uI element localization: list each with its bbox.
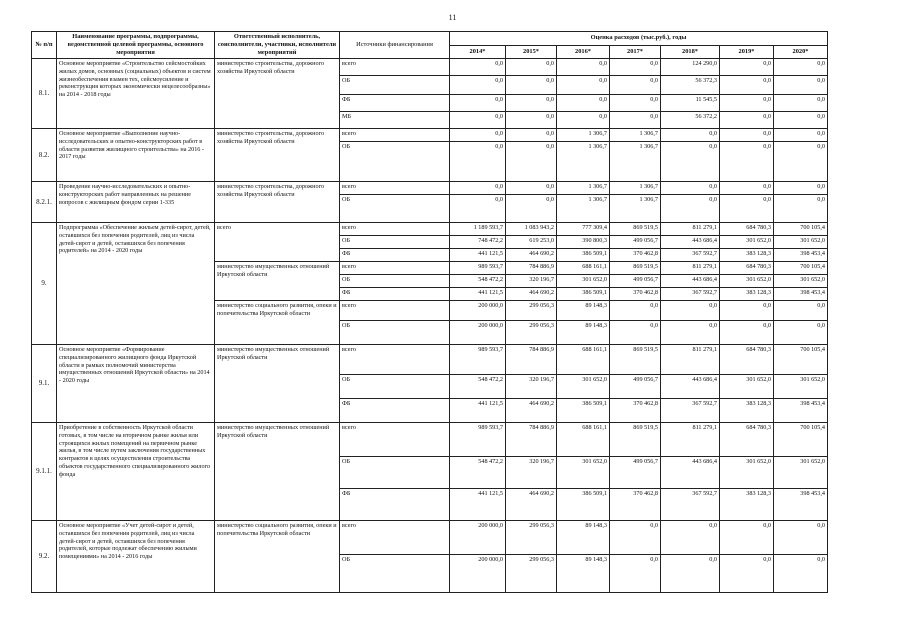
year-header: 2016* — [557, 45, 610, 59]
amount-cell: 869 519,5 — [610, 262, 661, 275]
amount-cell: 811 279,1 — [661, 345, 720, 375]
funding-source: всего — [340, 59, 450, 76]
funding-source: ОБ — [340, 195, 450, 223]
amount-cell: 0,0 — [450, 142, 506, 182]
amount-cell: 320 196,7 — [506, 375, 557, 399]
amount-cell: 301 652,0 — [557, 457, 610, 489]
funding-source: ОБ — [340, 321, 450, 345]
amount-cell: 0,0 — [774, 129, 828, 142]
amount-cell: 0,0 — [610, 301, 661, 321]
responsible-executor: министерство строительства, дорожного хозяйства Иркутской области — [215, 182, 340, 223]
amount-cell: 811 279,1 — [661, 262, 720, 275]
measure-name: Подпрограмма «Обеспечение жильем детей-сирот, детей, оставшихся без попечения родителей, лиц из числа детей-сирот и детей, оставшихся без попечения родителей» на 2014 - 2020 годы — [57, 223, 215, 345]
funding-source: всего — [340, 345, 450, 375]
amount-cell: 0,0 — [720, 321, 774, 345]
amount-cell: 301 652,0 — [557, 375, 610, 399]
amount-cell: 367 592,7 — [661, 489, 720, 521]
amount-cell: 989 593,7 — [450, 262, 506, 275]
amount-cell: 1 083 943,2 — [506, 223, 557, 236]
amount-cell: 0,0 — [450, 129, 506, 142]
funding-source: ФБ — [340, 288, 450, 301]
amount-cell: 0,0 — [557, 112, 610, 129]
funding-source: ОБ — [340, 375, 450, 399]
amount-cell: 0,0 — [506, 195, 557, 223]
amount-cell: 784 886,9 — [506, 423, 557, 457]
amount-cell: 499 056,7 — [610, 457, 661, 489]
funding-source: ОБ — [340, 457, 450, 489]
amount-cell: 464 690,2 — [506, 399, 557, 423]
amount-cell: 0,0 — [720, 76, 774, 95]
amount-cell: 0,0 — [610, 76, 661, 95]
measure-name: Проведение научно-исследовательских и опытно-конструкторских работ направленных на решение вопросов с жилищным фондом серии 1-335 — [57, 182, 215, 223]
amount-cell: 0,0 — [610, 321, 661, 345]
amount-cell: 200 000,0 — [450, 321, 506, 345]
amount-cell: 0,0 — [720, 95, 774, 112]
amount-cell: 0,0 — [720, 142, 774, 182]
amount-cell: 299 056,3 — [506, 555, 557, 593]
amount-cell: 0,0 — [661, 129, 720, 142]
amount-cell: 0,0 — [450, 59, 506, 76]
amount-cell: 0,0 — [774, 301, 828, 321]
amount-cell: 1 306,7 — [610, 195, 661, 223]
amount-cell: 684 780,3 — [720, 345, 774, 375]
funding-source: ОБ — [340, 76, 450, 95]
amount-cell: 0,0 — [661, 521, 720, 555]
amount-cell: 464 690,2 — [506, 288, 557, 301]
amount-cell: 1 306,7 — [557, 142, 610, 182]
amount-cell: 383 128,3 — [720, 399, 774, 423]
funding-source: всего — [340, 301, 450, 321]
amount-cell: 11 545,5 — [661, 95, 720, 112]
amount-cell: 0,0 — [720, 129, 774, 142]
amount-cell: 367 592,7 — [661, 288, 720, 301]
row-number: 8.2. — [32, 129, 57, 182]
funding-source: МБ — [340, 112, 450, 129]
measure-name: Основное мероприятие «Учет детей-сирот и детей, оставшихся без попечения родителей, лиц из числа детей-сирот и детей, оставшихся без попечения родителей, которые подлежат обеспечению жилыми помещениями» на 2014 - 2016 годы — [57, 521, 215, 593]
measure-name: Основное мероприятие «Строительство сейсмостойких жилых домов, основных (социальных) объектов и систем жизнеобеспечения взамен тех, сейсмоусиление и реконструкция которых экономически нецелесообразны» на 2014 - 2018 годы — [57, 59, 215, 129]
amount-cell: 301 652,0 — [774, 457, 828, 489]
amount-cell: 0,0 — [774, 182, 828, 195]
amount-cell: 0,0 — [661, 142, 720, 182]
funding-source: всего — [340, 423, 450, 457]
amount-cell: 0,0 — [450, 95, 506, 112]
amount-cell: 548 472,2 — [450, 457, 506, 489]
amount-cell: 0,0 — [774, 76, 828, 95]
amount-cell: 0,0 — [720, 59, 774, 76]
amount-cell: 700 105,4 — [774, 223, 828, 236]
amount-cell: 0,0 — [720, 521, 774, 555]
amount-cell: 320 196,7 — [506, 275, 557, 288]
funding-source: ОБ — [340, 275, 450, 288]
amount-cell: 688 161,1 — [557, 262, 610, 275]
year-header: 2015* — [506, 45, 557, 59]
amount-cell: 499 056,7 — [610, 236, 661, 249]
amount-cell: 441 121,5 — [450, 288, 506, 301]
amount-cell: 301 652,0 — [720, 457, 774, 489]
amount-cell: 1 306,7 — [610, 129, 661, 142]
amount-cell: 301 652,0 — [720, 236, 774, 249]
amount-cell: 684 780,3 — [720, 423, 774, 457]
amount-cell: 56 372,3 — [661, 76, 720, 95]
amount-cell: 0,0 — [720, 301, 774, 321]
amount-cell: 869 519,5 — [610, 345, 661, 375]
amount-cell: 784 886,9 — [506, 262, 557, 275]
amount-cell: 0,0 — [557, 59, 610, 76]
amount-cell: 0,0 — [506, 142, 557, 182]
measure-name: Основное мероприятие «Выполнение научно-исследовательских и опытно-конструкторских работ в области развития жилищного строительства» на 2016 - 2017 годы — [57, 129, 215, 182]
amount-cell: 370 462,8 — [610, 249, 661, 262]
amount-cell: 443 686,4 — [661, 275, 720, 288]
amount-cell: 89 148,3 — [557, 521, 610, 555]
amount-cell: 688 161,1 — [557, 345, 610, 375]
amount-cell: 370 462,8 — [610, 489, 661, 521]
amount-cell: 386 509,1 — [557, 489, 610, 521]
amount-cell: 367 592,7 — [661, 249, 720, 262]
amount-cell: 301 652,0 — [774, 275, 828, 288]
col-num-header: № п/п — [32, 32, 57, 59]
amount-cell: 200 000,0 — [450, 555, 506, 593]
table-row — [32, 521, 828, 555]
amount-cell: 301 652,0 — [557, 275, 610, 288]
funding-source: ОБ — [340, 142, 450, 182]
amount-cell: 200 000,0 — [450, 521, 506, 555]
amount-cell: 684 780,3 — [720, 262, 774, 275]
responsible-executor: министерство строительства, дорожного хозяйства Иркутской области — [215, 129, 340, 182]
amount-cell: 0,0 — [661, 301, 720, 321]
measure-name: Основное мероприятие «Формирование специализированного жилищного фонда Иркутской области в рамках полномочий министерства имущественных отношений Иркутской области» на 2014 - 2020 годы — [57, 345, 215, 423]
responsible-executor: министерство социального развития, опеки и попечительства Иркутской области — [215, 301, 340, 345]
funding-source: всего — [340, 521, 450, 555]
amount-cell: 0,0 — [557, 95, 610, 112]
amount-cell: 989 593,7 — [450, 423, 506, 457]
amount-cell: 441 121,5 — [450, 399, 506, 423]
amount-cell: 370 462,8 — [610, 399, 661, 423]
amount-cell: 1 306,7 — [557, 182, 610, 195]
amount-cell: 443 686,4 — [661, 236, 720, 249]
amount-cell: 1 306,7 — [610, 142, 661, 182]
funding-source: ФБ — [340, 399, 450, 423]
amount-cell: 0,0 — [610, 112, 661, 129]
table-row — [32, 345, 828, 375]
amount-cell: 386 509,1 — [557, 249, 610, 262]
amount-cell: 200 000,0 — [450, 301, 506, 321]
amount-cell: 0,0 — [450, 76, 506, 95]
amount-cell: 443 686,4 — [661, 457, 720, 489]
row-number: 8.1. — [32, 59, 57, 129]
row-number: 9.1.1. — [32, 423, 57, 521]
amount-cell: 499 056,7 — [610, 275, 661, 288]
amount-cell: 0,0 — [661, 321, 720, 345]
amount-cell: 619 253,0 — [506, 236, 557, 249]
funding-source: ФБ — [340, 249, 450, 262]
amount-cell: 464 690,2 — [506, 489, 557, 521]
amount-cell: 0,0 — [661, 182, 720, 195]
funding-source: ОБ — [340, 555, 450, 593]
amount-cell: 301 652,0 — [720, 375, 774, 399]
amount-cell: 0,0 — [506, 182, 557, 195]
amount-cell: 89 148,3 — [557, 555, 610, 593]
amount-cell: 0,0 — [506, 95, 557, 112]
amount-cell: 386 509,1 — [557, 288, 610, 301]
year-header: 2017* — [610, 45, 661, 59]
row-number: 9. — [32, 223, 57, 345]
table-row — [32, 223, 828, 236]
amount-cell: 684 780,3 — [720, 223, 774, 236]
amount-cell: 320 196,7 — [506, 457, 557, 489]
amount-cell: 0,0 — [661, 195, 720, 223]
amount-cell: 499 056,7 — [610, 375, 661, 399]
amount-cell: 301 652,0 — [720, 275, 774, 288]
table-row — [32, 423, 828, 457]
responsible-executor: министерство имущественных отношений Иркутской области — [215, 262, 340, 301]
amount-cell: 301 652,0 — [774, 375, 828, 399]
funding-source: всего — [340, 129, 450, 142]
amount-cell: 0,0 — [506, 112, 557, 129]
amount-cell: 441 121,5 — [450, 249, 506, 262]
col-estimate-header: Оценка расходов (тыс.руб.), годы — [450, 32, 828, 46]
amount-cell: 89 148,3 — [557, 301, 610, 321]
amount-cell: 688 161,1 — [557, 423, 610, 457]
amount-cell: 383 128,3 — [720, 288, 774, 301]
amount-cell: 124 290,0 — [661, 59, 720, 76]
amount-cell: 748 472,2 — [450, 236, 506, 249]
table-row — [32, 182, 828, 195]
page-number: 11 — [448, 13, 457, 22]
amount-cell: 386 509,1 — [557, 399, 610, 423]
amount-cell: 0,0 — [610, 521, 661, 555]
amount-cell: 299 056,3 — [506, 321, 557, 345]
funding-source: всего — [340, 182, 450, 195]
amount-cell: 0,0 — [774, 555, 828, 593]
amount-cell: 0,0 — [506, 129, 557, 142]
amount-cell: 784 886,9 — [506, 345, 557, 375]
expenditure-table — [31, 31, 828, 593]
amount-cell: 1 189 593,7 — [450, 223, 506, 236]
table-row — [32, 59, 828, 76]
amount-cell: 398 453,4 — [774, 489, 828, 521]
amount-cell: 390 800,3 — [557, 236, 610, 249]
col-name-header: Наименование программы, подпрограммы, ведомственной целевой программы, основного мероприятия — [57, 32, 215, 59]
amount-cell: 398 453,4 — [774, 399, 828, 423]
amount-cell: 0,0 — [506, 59, 557, 76]
amount-cell: 0,0 — [774, 59, 828, 76]
funding-source: ОБ — [340, 236, 450, 249]
amount-cell: 1 306,7 — [557, 129, 610, 142]
responsible-executor: министерство социального развития, опеки и попечительства Иркутской области — [215, 521, 340, 593]
funding-source: ФБ — [340, 489, 450, 521]
amount-cell: 0,0 — [506, 76, 557, 95]
amount-cell: 299 056,3 — [506, 301, 557, 321]
amount-cell: 0,0 — [610, 59, 661, 76]
amount-cell: 383 128,3 — [720, 489, 774, 521]
amount-cell: 777 309,4 — [557, 223, 610, 236]
table-body — [32, 59, 828, 593]
funding-source: всего — [340, 262, 450, 275]
amount-cell: 1 306,7 — [610, 182, 661, 195]
amount-cell: 398 453,4 — [774, 288, 828, 301]
year-header: 2019* — [720, 45, 774, 59]
amount-cell: 0,0 — [450, 112, 506, 129]
table-row — [32, 129, 828, 142]
amount-cell: 0,0 — [720, 112, 774, 129]
amount-cell: 811 279,1 — [661, 423, 720, 457]
amount-cell: 299 056,3 — [506, 521, 557, 555]
amount-cell: 0,0 — [557, 76, 610, 95]
amount-cell: 367 592,7 — [661, 399, 720, 423]
amount-cell: 548 472,2 — [450, 375, 506, 399]
measure-name: Приобретение в собственность Иркутской области готовых, в том числе на вторичном рынке жилья или строящихся жилых помещений на первичном рынке жилья, в том числе путем заключения государственных контрактов в целях осуществления строительства объектов государственного специализированного жилого фонда — [57, 423, 215, 521]
amount-cell: 1 306,7 — [557, 195, 610, 223]
header-row — [32, 32, 828, 46]
amount-cell: 0,0 — [774, 112, 828, 129]
amount-cell: 700 105,4 — [774, 262, 828, 275]
year-header: 2014* — [450, 45, 506, 59]
responsible-executor: министерство имущественных отношений Иркутской области — [215, 345, 340, 423]
amount-cell: 0,0 — [774, 521, 828, 555]
col-responsible-header: Ответственный исполнитель, соисполнители, участники, исполнители мероприятий — [215, 32, 340, 59]
amount-cell: 0,0 — [450, 182, 506, 195]
amount-cell: 89 148,3 — [557, 321, 610, 345]
row-number: 8.2.1. — [32, 182, 57, 223]
year-header: 2020* — [774, 45, 828, 59]
amount-cell: 301 652,0 — [774, 236, 828, 249]
amount-cell: 0,0 — [774, 195, 828, 223]
amount-cell: 869 519,5 — [610, 423, 661, 457]
amount-cell: 700 105,4 — [774, 423, 828, 457]
amount-cell: 700 105,4 — [774, 345, 828, 375]
year-header: 2018* — [661, 45, 720, 59]
amount-cell: 0,0 — [450, 195, 506, 223]
amount-cell: 0,0 — [610, 95, 661, 112]
amount-cell: 398 453,4 — [774, 249, 828, 262]
funding-source: ФБ — [340, 95, 450, 112]
amount-cell: 0,0 — [720, 555, 774, 593]
responsible-executor: министерство строительства, дорожного хозяйства Иркутской области — [215, 59, 340, 129]
amount-cell: 0,0 — [661, 555, 720, 593]
amount-cell: 0,0 — [720, 182, 774, 195]
amount-cell: 383 128,3 — [720, 249, 774, 262]
amount-cell: 989 593,7 — [450, 345, 506, 375]
row-number: 9.1. — [32, 345, 57, 423]
responsible-executor: всего — [215, 223, 340, 262]
col-sources-header: Источники финансирования — [340, 32, 450, 59]
amount-cell: 0,0 — [774, 142, 828, 182]
amount-cell: 869 519,5 — [610, 223, 661, 236]
row-number: 9.2. — [32, 521, 57, 593]
amount-cell: 548 472,2 — [450, 275, 506, 288]
amount-cell: 811 279,1 — [661, 223, 720, 236]
funding-source: всего — [340, 223, 450, 236]
amount-cell: 56 372,2 — [661, 112, 720, 129]
amount-cell: 441 121,5 — [450, 489, 506, 521]
amount-cell: 443 686,4 — [661, 375, 720, 399]
amount-cell: 464 690,2 — [506, 249, 557, 262]
amount-cell: 0,0 — [774, 95, 828, 112]
responsible-executor: министерство имущественных отношений Иркутской области — [215, 423, 340, 521]
amount-cell: 370 462,8 — [610, 288, 661, 301]
amount-cell: 0,0 — [720, 195, 774, 223]
amount-cell: 0,0 — [774, 321, 828, 345]
amount-cell: 0,0 — [610, 555, 661, 593]
